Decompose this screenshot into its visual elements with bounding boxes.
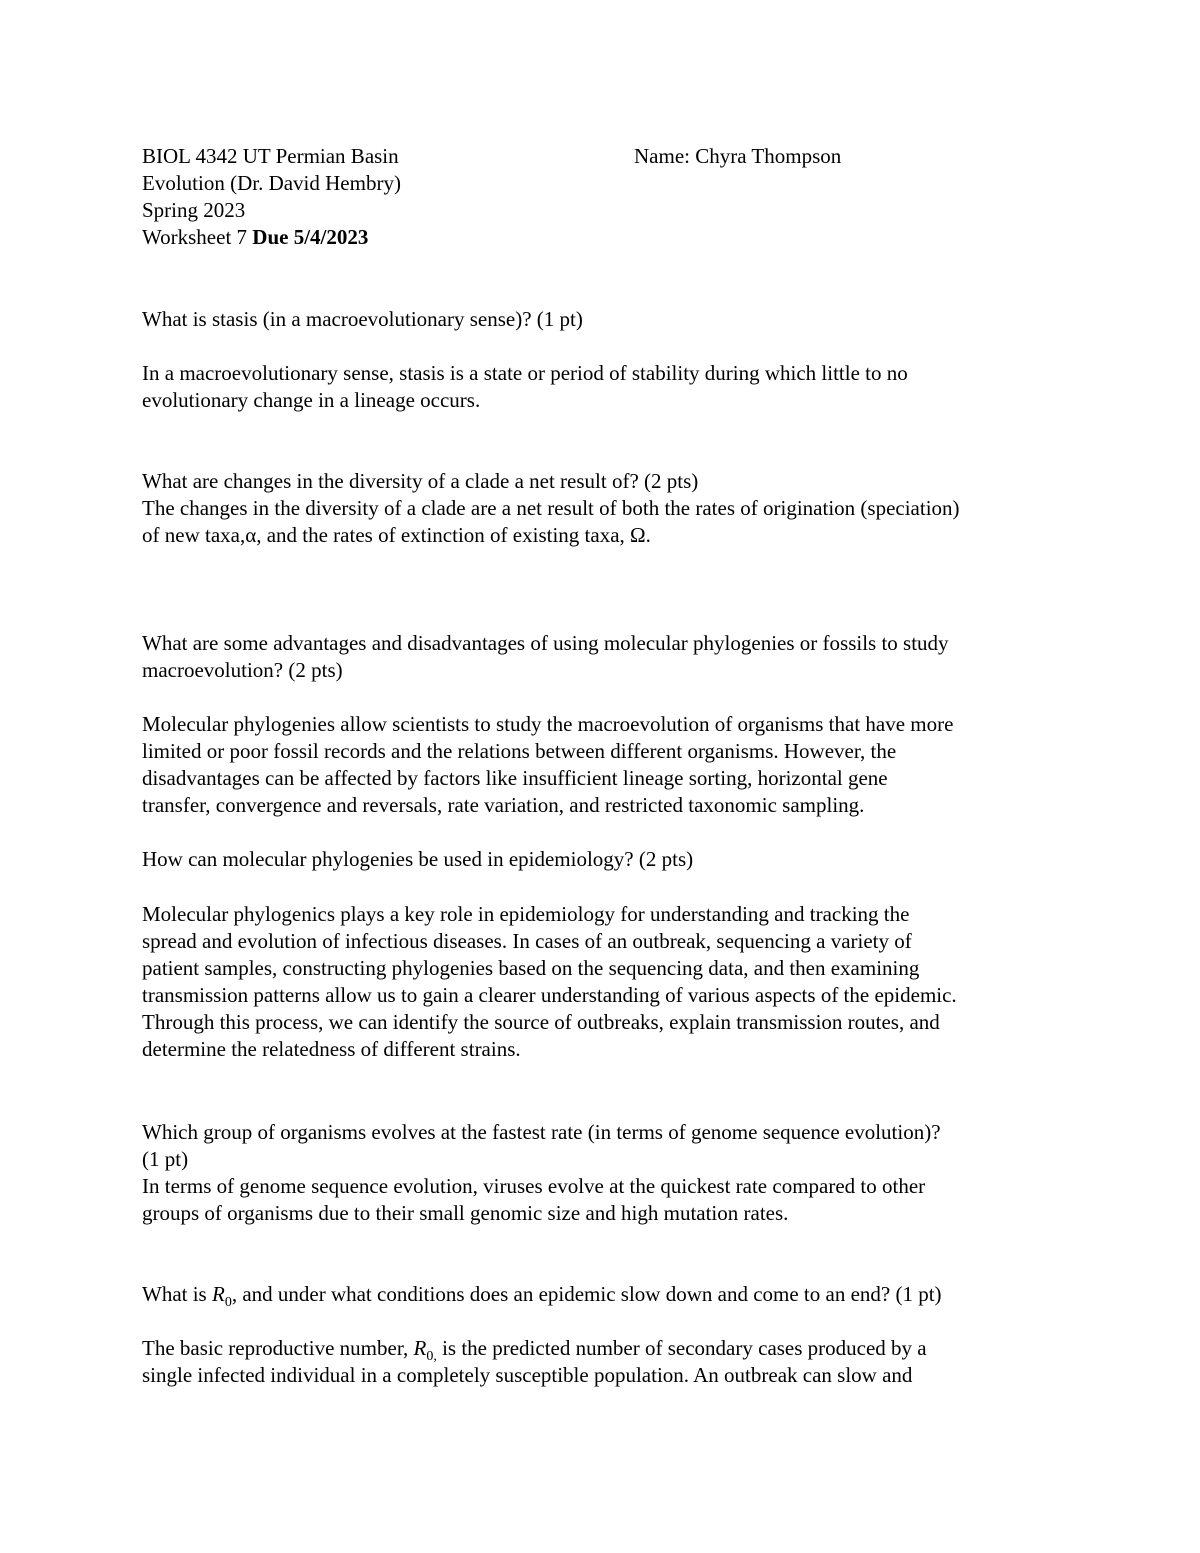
answer-line: single infected individual in a completely susceptible population. An outbreak can slow and: [142, 1363, 913, 1387]
student-name: Name: Chyra Thompson: [634, 144, 842, 168]
r-variable: R: [413, 1336, 427, 1360]
answer-line: In terms of genome sequence evolution, viruses evolve at the quickest rate compared to other: [142, 1174, 926, 1198]
question-text: What is stasis (in a macroevolutionary sense)? (1 pt): [142, 307, 583, 331]
answer-line: transfer, convergence and reversals, rate variation, and restricted taxonomic sampling.: [142, 793, 865, 817]
answer-line: spread and evolution of infectious diseases. In cases of an outbreak, sequencing a variety of: [142, 929, 912, 953]
question-4: [142, 846, 1072, 873]
answer-line: In a macroevolutionary sense, stasis is a state or period of stability during which little to no: [142, 361, 908, 385]
answer-6: [142, 1335, 1072, 1389]
answer-line: of new taxa,α, and the rates of extinction of existing taxa, Ω.: [142, 523, 651, 547]
question-3: [142, 630, 1072, 684]
question-5: [142, 1119, 1072, 1227]
r-subscript: 0: [224, 1295, 232, 1310]
question-2: [142, 468, 1072, 549]
question-text: macroevolution? (2 pts): [142, 658, 343, 682]
question-text: What are some advantages and disadvantages of using molecular phylogenies or fossils to study: [142, 631, 949, 655]
question-text-start: What is: [142, 1282, 212, 1306]
answer-1: [142, 360, 1072, 414]
question-1: [142, 306, 1072, 333]
answer-line: Through this process, we can identify the source of outbreaks, explain transmission routes, and: [142, 1010, 940, 1034]
answer-line: Molecular phylogenies allow scientists to study the macroevolution of organisms that have more: [142, 712, 954, 736]
answer-line: patient samples, constructing phylogenies based on the sequencing data, and then examining: [142, 956, 920, 980]
course-line: BIOL 4342 UT Permian Basin: [142, 144, 399, 168]
due-date: Due 5/4/2023: [252, 225, 369, 249]
answer-text-end: is the predicted number of secondary cases produced by a: [436, 1336, 927, 1360]
question-text: How can molecular phylogenies be used in epidemiology? (2 pts): [142, 847, 694, 871]
answer-line: [142, 1335, 1072, 1362]
header-block: [142, 143, 1072, 251]
question-text: Which group of organisms evolves at the fastest rate (in terms of genome sequence evolution)?: [142, 1120, 941, 1144]
course-title-line: Evolution (Dr. David Hembry): [142, 171, 401, 195]
question-text: [142, 1281, 1072, 1308]
answer-line: The changes in the diversity of a clade are a net result of both the rates of origination (speciation): [142, 496, 960, 520]
answer-line: disadvantages can be affected by factors like insufficient lineage sorting, horizontal gene: [142, 766, 888, 790]
worksheet-label: Worksheet 7: [142, 225, 248, 249]
answer-3: [142, 711, 1072, 819]
term-line: Spring 2023: [142, 198, 246, 222]
r-subscript: 0,: [426, 1349, 437, 1364]
question-text-end: , and under what conditions does an epidemic slow down and come to an end? (1 pt): [231, 1282, 942, 1306]
answer-line: limited or poor fossil records and the relations between different organisms. However, the: [142, 739, 897, 763]
answer-text-start: The basic reproductive number,: [142, 1336, 414, 1360]
answer-4: [142, 901, 1072, 1063]
answer-line: transmission patterns allow us to gain a clearer understanding of various aspects of the epidemic.: [142, 983, 957, 1007]
answer-line: groups of organisms due to their small genomic size and high mutation rates.: [142, 1201, 789, 1225]
r-variable: R: [211, 1282, 225, 1306]
question-text: (1 pt): [142, 1147, 189, 1171]
question-text: What are changes in the diversity of a clade a net result of? (2 pts): [142, 469, 699, 493]
question-6: [142, 1281, 1072, 1308]
answer-line: determine the relatedness of different strains.: [142, 1037, 521, 1061]
answer-line: evolutionary change in a lineage occurs.: [142, 388, 481, 412]
worksheet-line: [142, 224, 1072, 251]
answer-line: Molecular phylogenics plays a key role in epidemiology for understanding and tracking the: [142, 902, 910, 926]
